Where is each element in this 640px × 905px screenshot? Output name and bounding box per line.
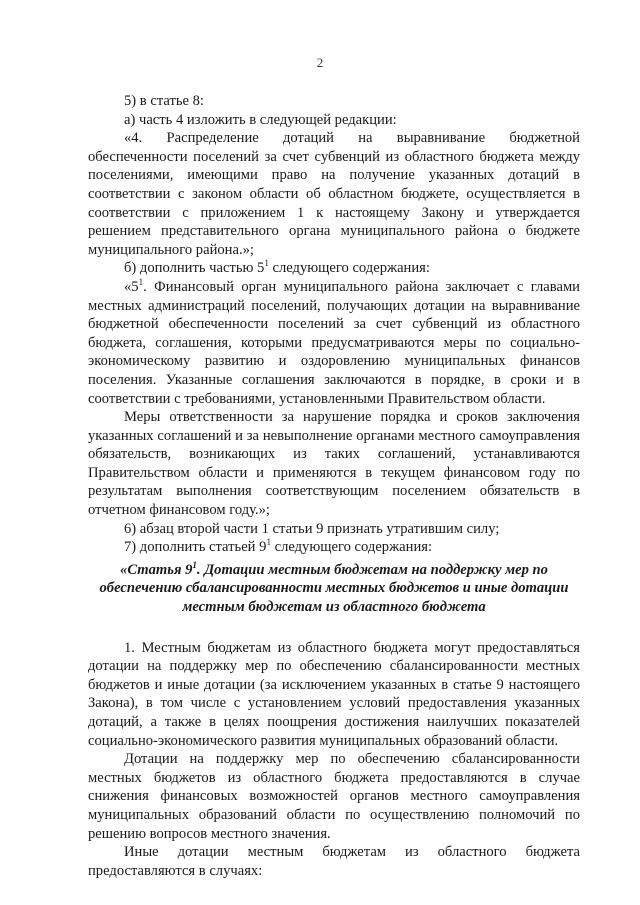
item-5: 5) в статье 8: [124,93,204,109]
quote-5-1-text: . Финансовый орган муниципального района заключает с главами местных администраций поселений, получающих дотации на выравнивание бюджетной обеспеченности поселений за счет субвенций из областного бюджета, соглашения, которыми предусматриваются меры по социально-экономическому развитию и оздоровлению муниципальных финансов поселения. Указанные соглашения заключаются в порядке, в сроки и в соответствии с требованиями, установленными Правительством области. [88,278,580,407]
quote-5-1-start: «5 [124,278,139,295]
item-5b-text: б) дополнить частью 5 [124,260,265,277]
item-5b-superscript: 1 [264,258,269,269]
quote-part-5-1 [88,278,580,408]
item-5b [88,259,580,278]
item-7-text-end: следующего содержания: [270,539,433,556]
section-spacer [88,617,580,639]
heading-superscript: 1 [192,559,197,570]
article-9-1-heading [88,561,580,617]
page-number: 2 [316,55,324,70]
item-7 [88,538,580,557]
item-7-text: 7) дополнить статьей 9 [124,539,267,556]
article-paragraph-1: 1. Местным бюджетам из областного бюджета могут предоставляться дотации на поддержку мер по обеспечению сбалансированности местных бюджетов и иные дотации (за исключением указанных в статье 9 настоящего Закона), в том числе с установлением условий предоставления указанных дотаций, а также в целях поощрения достижения наилучших показателей социально-экономического развития муниципальных образований области. [88,639,580,749]
document-body [88,92,580,880]
heading-start: «Статья 9 [120,561,193,578]
responsibility-paragraph: Меры ответственности за нарушение порядка и сроков заключения указанных соглашений и за невыполнение органами местного самоуправления обязательств, возникающих из таких соглашений, устанавливаются Правительством области и применяются в текущем финансовом году по результатам выполнения соответствующим поселением обязательств в отчетном финансовом году.»; [88,409,580,519]
item-5a: а) часть 4 изложить в следующей редакции: [124,111,397,128]
item-6: 6) абзац второй части 1 статьи 9 признать утратившим силу; [124,520,500,537]
item-7-superscript: 1 [266,537,271,548]
article-paragraph-2: Дотации на поддержку мер по обеспечению сбалансированности местных бюджетов из областного бюджета предоставляются в случае снижения финансовых возможностей органов местного самоуправления муниципальных образований области по осуществлению полномочий по решению вопросов местного значения. [88,751,580,842]
quote-5-1-superscript: 1 [138,277,144,288]
heading-text: . Дотации местным бюджетам на поддержку мер по обеспечению сбалансированности местных бюджетов и иные дотации местным бюджетам из областного бюджета [99,561,569,616]
article-paragraph-3: Иные дотации местным бюджетам из областного бюджета предоставляются в случаях: [88,844,580,879]
item-5b-text-end: следующего содержания: [268,260,430,277]
quote-part-4: «4. Распределение дотаций на выравнивание бюджетной обеспеченности поселений за счет субвенций из областного бюджета между поселениями, имеющими право на получение указанных дотаций в соответствии с законом области об областном бюджете, осуществляется в соответствии с приложением 1 к настоящему Закону и утверждается решением представительного органа муниципального района о бюджете муниципального района.»; [88,130,580,258]
